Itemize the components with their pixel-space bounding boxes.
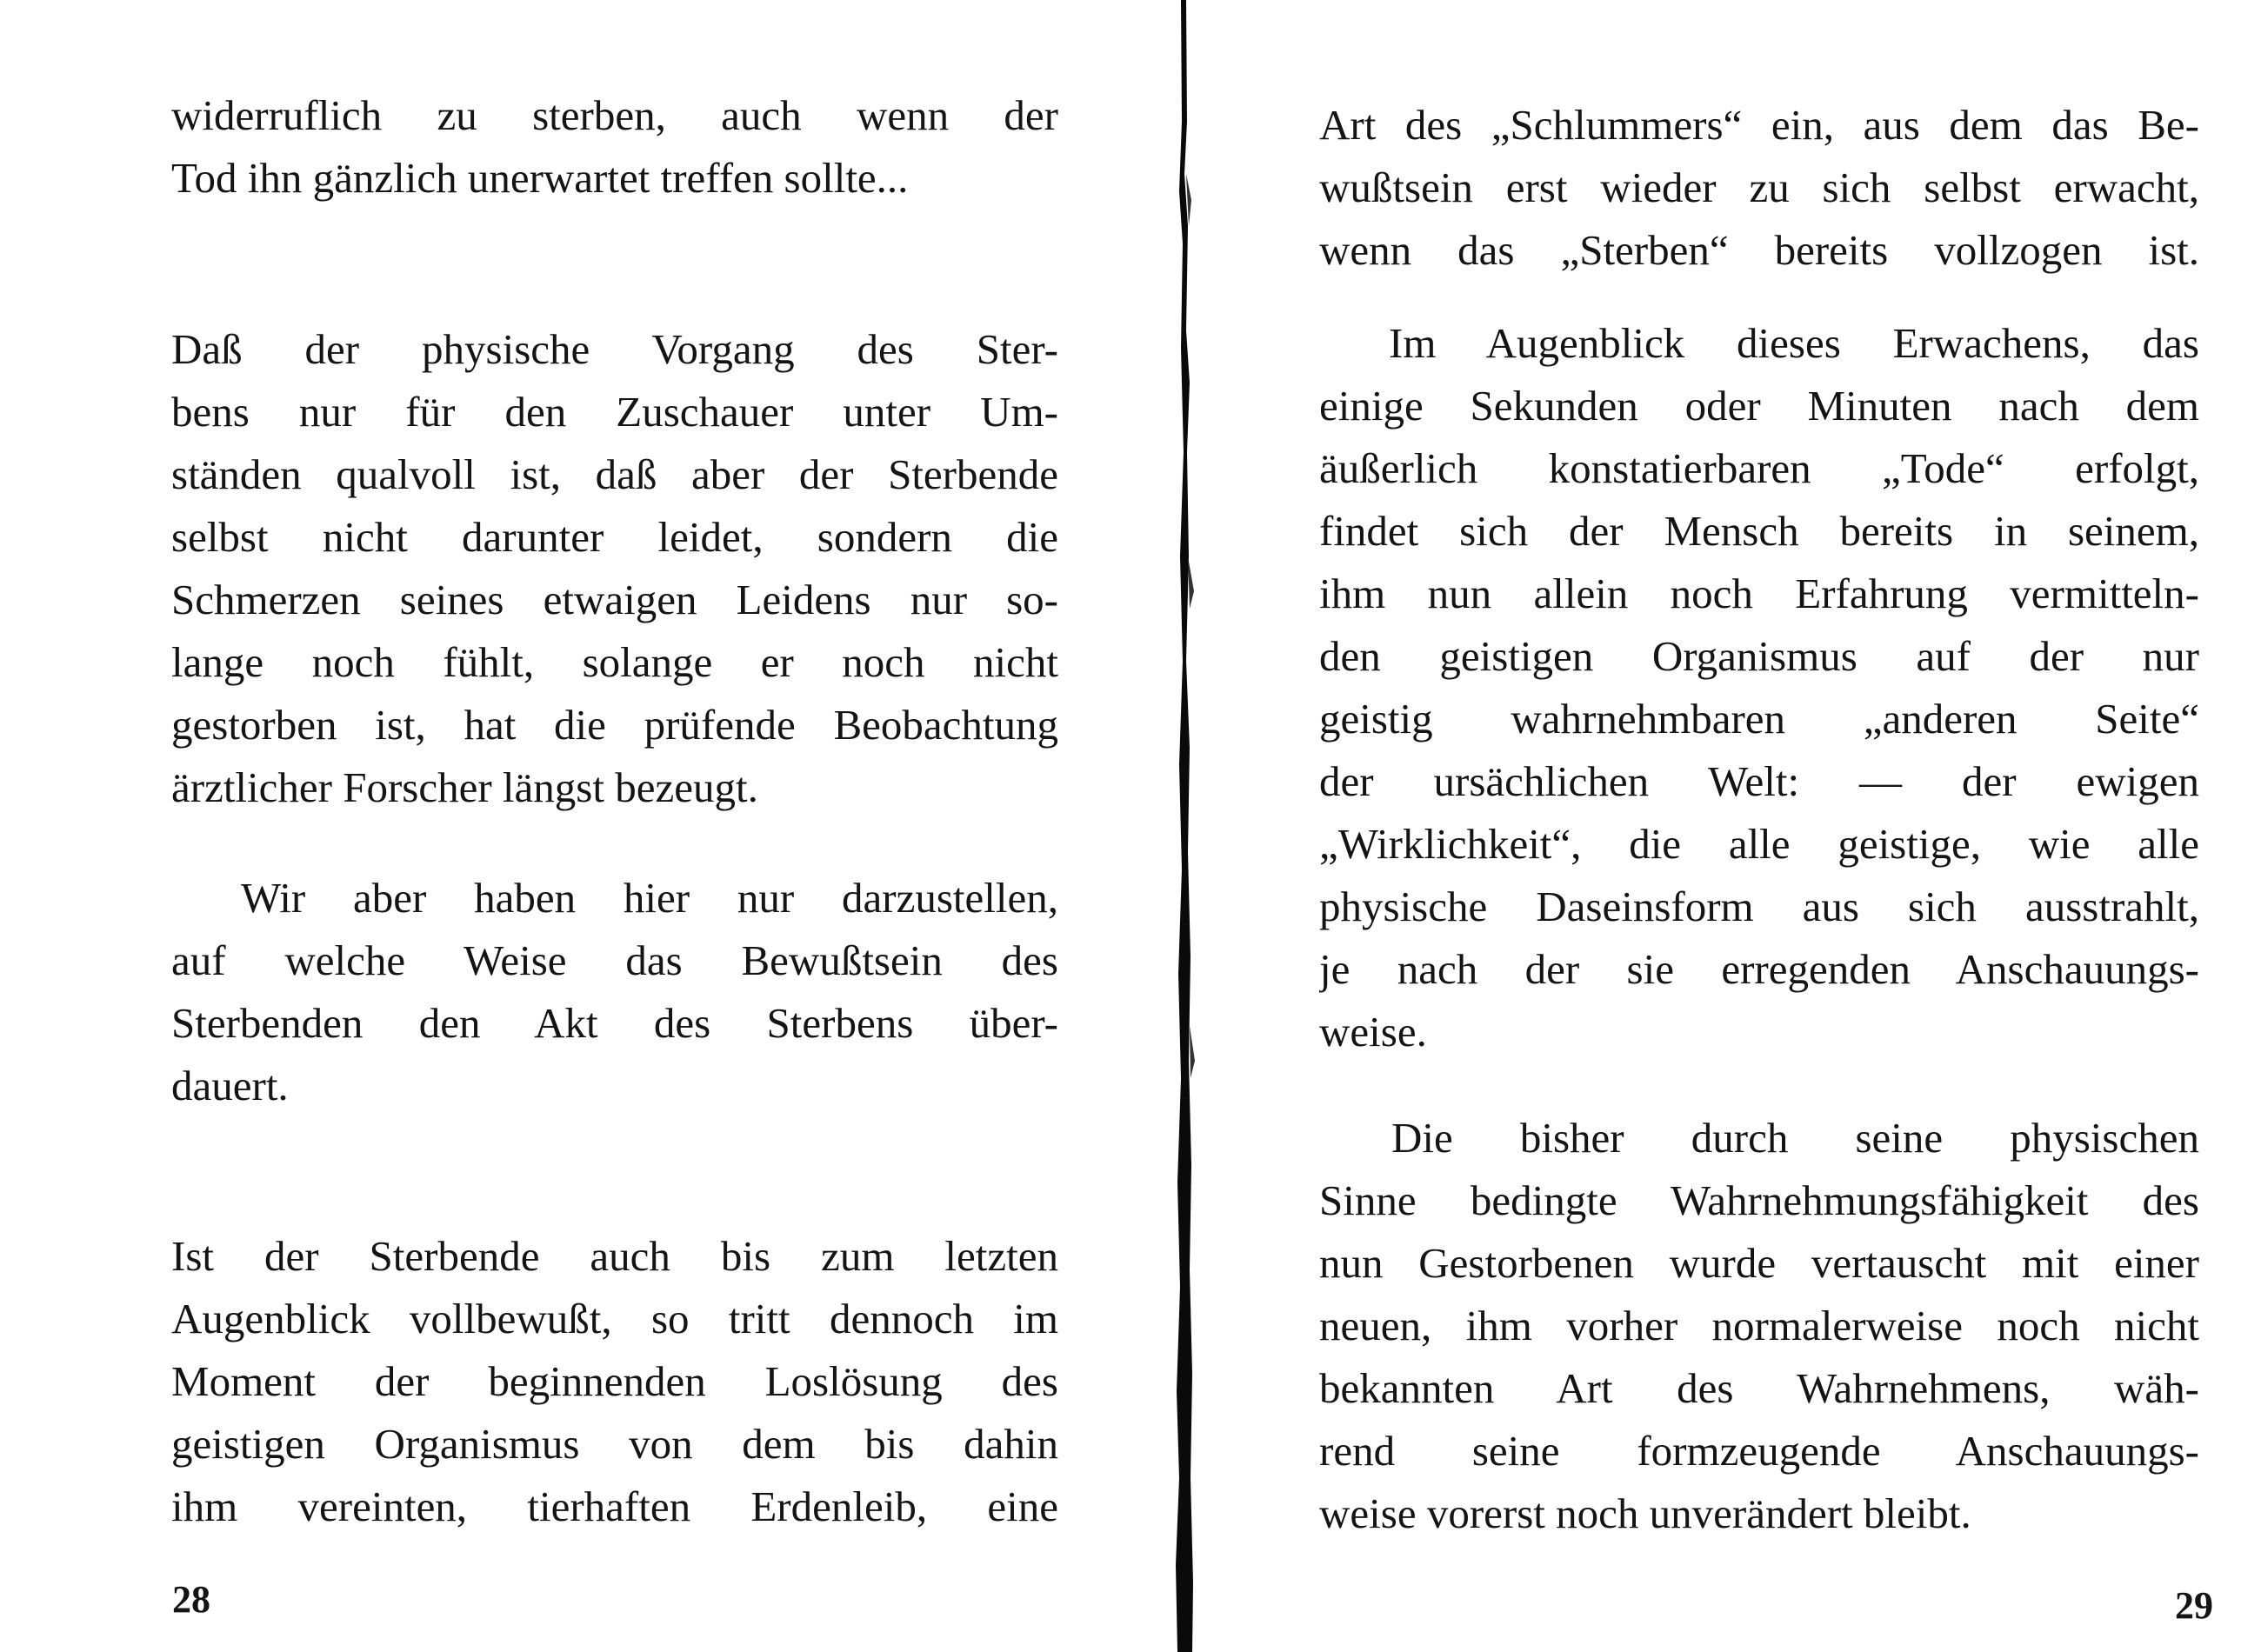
text-line: ihm vereinten, tierhaften Erdenleib, eine [171,1482,1058,1530]
text-line: geistig wahrnehmbaren „anderen Seite“ [1319,695,2199,743]
text-line: „Wirklichkeit“, die alle geistige, wie alle [1319,820,2199,868]
text-line: ihm nun allein noch Erfahrung vermitteln- [1319,570,2199,617]
text-line: Tod ihn gänzlich unerwartet treffen sollte... [171,154,909,202]
text-line: findet sich der Mensch bereits in seinem, [1319,507,2199,555]
text-line: weise vorerst noch unverändert bleibt. [1319,1489,1971,1537]
text-line: wenn das „Sterben“ bereits vollzogen ist. [1319,226,2199,274]
text-line: neuen, ihm vorher normalerweise noch nicht [1319,1302,2199,1349]
text-line: äußerlich konstatierbaren „Tode“ erfolgt, [1319,444,2199,492]
text-line: rend seine formzeugende Anschauungs- [1319,1427,2199,1475]
text-line: weise. [1319,1008,1427,1056]
text-line: einige Sekunden oder Minuten nach dem [1319,382,2199,430]
page-number: 29 [2175,1584,2213,1627]
page-number: 28 [172,1578,210,1621]
text-line: der ursächlichen Welt: — der ewigen [1319,757,2199,805]
text-line: Sinne bedingte Wahrnehmungsfähigkeit des [1319,1176,2199,1224]
text-line: geistigen Organismus von dem bis dahin [171,1420,1058,1468]
paragraph-start-line: Die bisher durch seine physischen [1391,1114,2199,1162]
text-line: lange noch fühlt, solange er noch nicht [171,638,1058,686]
text-line: Schmerzen seines etwaigen Leidens nur so- [171,576,1058,623]
text-line: ständen qualvoll ist, daß aber der Sterbende [171,450,1058,498]
text-line: Art des „Schlummers“ ein, aus dem das Be- [1319,101,2199,149]
text-line: je nach der sie erregenden Anschauungs- [1319,945,2199,993]
text-line: nun Gestorbenen wurde vertauscht mit einer [1319,1239,2199,1287]
paragraph-start-line: Wir aber haben hier nur darzustellen, [241,874,1058,922]
text-line: den geistigen Organismus auf der nur [1319,632,2199,680]
paragraph-start-line: Ist der Sterbende auch bis zum letzten [171,1232,1058,1280]
text-line: widerruflich zu sterben, auch wenn der [171,91,1058,139]
text-line: bekannten Art des Wahrnehmens, wäh- [1319,1364,2199,1412]
right-page [1200,0,2261,1652]
text-line: Augenblick vollbewußt, so tritt dennoch im [171,1295,1058,1342]
paragraph-start-line: Im Augenblick dieses Erwachens, das [1389,319,2199,367]
text-line: selbst nicht darunter leidet, sondern die [171,513,1058,561]
text-line: wußtsein erst wieder zu sich selbst erwacht, [1319,163,2199,211]
text-line: auf welche Weise das Bewußtsein des [171,936,1058,984]
text-line: bens nur für den Zuschauer unter Um- [171,388,1058,436]
text-line: Sterbenden den Akt des Sterbens über- [171,999,1058,1047]
text-line: physische Daseinsform aus sich ausstrahlt, [1319,883,2199,930]
text-line: ärztlicher Forscher längst bezeugt. [171,763,758,811]
book-gutter-shadow [1165,0,1200,1652]
text-line: Moment der beginnenden Loslösung des [171,1357,1058,1405]
text-line: dauert. [171,1062,289,1109]
text-line: gestorben ist, hat die prüfende Beobachtung [171,701,1058,749]
paragraph-start-line: Daß der physische Vorgang des Ster- [171,325,1058,373]
